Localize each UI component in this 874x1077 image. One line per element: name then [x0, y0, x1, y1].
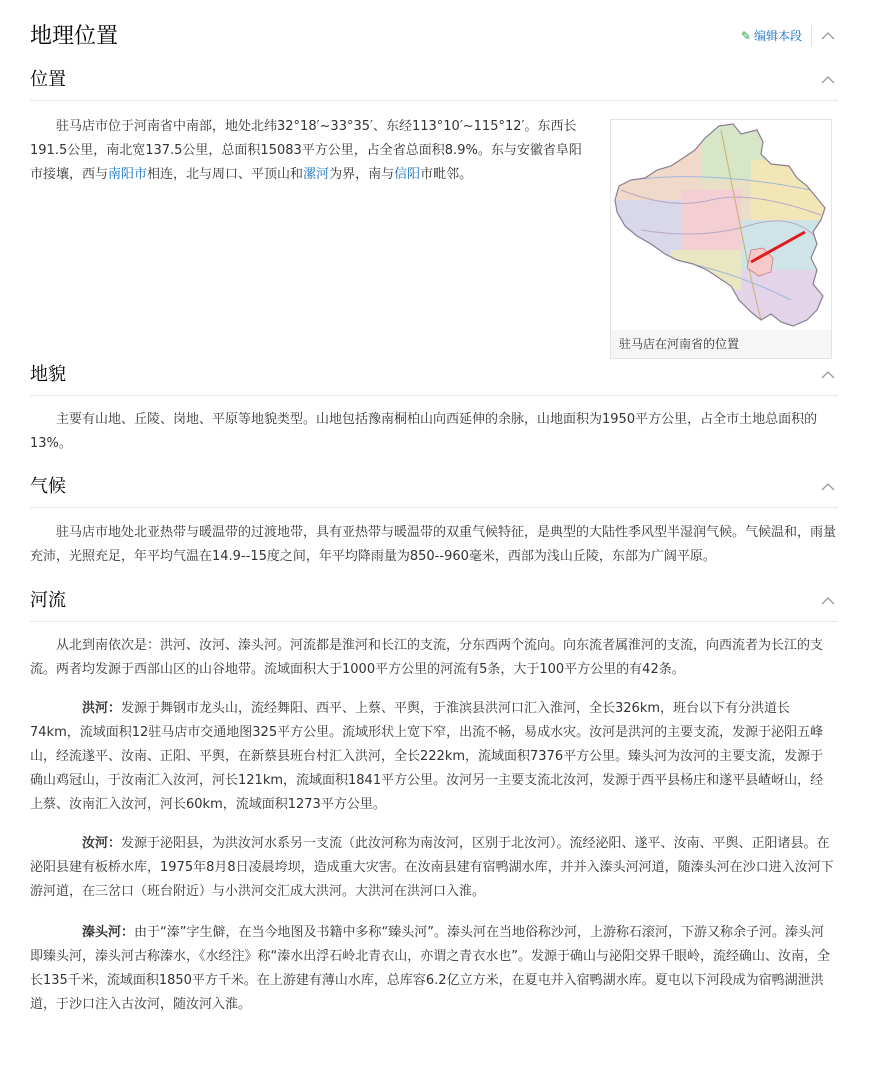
ruhe-text: 发源于泌阳县，为洪汝河水系另一支流（此汝河称为南汝河，区别于北汝河）。流经泌阳、遂平、汝南、平舆、正阳诸县。在泌阳县建有板桥水库，1975年8月8日凌晨垮坝，造成重大灾害。在汝南县建有宿鸭湖水库，并并入溱头河河道，随溱头河在沙口进入汝河下游河道，在三岔口（班台附近）与小洪河交汇成大洪河。大洪河在洪河口入淮。	[30, 836, 834, 899]
section-title-rivers: 河流	[30, 590, 66, 611]
edit-section-label: 编辑本段	[753, 29, 802, 43]
zhentouhe-paragraph	[30, 921, 836, 1017]
chevron-up-icon[interactable]	[820, 72, 836, 88]
link-luohe[interactable]: 漯河	[303, 167, 330, 182]
map-figure[interactable]	[610, 119, 832, 359]
chevron-up-icon[interactable]	[820, 479, 836, 495]
text-segment: 相连，北与周口、平顶山和	[147, 167, 304, 182]
chevron-up-icon[interactable]	[820, 593, 836, 609]
location-paragraph	[30, 115, 586, 187]
link-xinyang[interactable]: 信阳	[394, 167, 421, 182]
climate-paragraph: 驻马店市地处北亚热带与暖温带的过渡地带，具有亚热带与暖温带的双重气候特征，是典型的大陆性季风型半湿润气候。气候温和，雨量充沛，光照充足，年平均气温在14.9--15度之间，年平均降雨量为850--960毫米，西部为浅山丘陵，东部为广阔平原。	[30, 525, 837, 564]
henan-province-map-image	[611, 120, 831, 330]
landform-paragraph: 主要有山地、丘陵、岗地、平原等地貌类型。山地包括豫南桐柏山向西延伸的余脉，山地面积为1950平方公里，占全市土地总面积的13%。	[30, 412, 818, 451]
ruhe-label: 汝河：	[82, 836, 122, 851]
section-header-landform	[30, 359, 838, 396]
main-header	[30, 22, 838, 56]
section-title-landform: 地貌	[30, 364, 66, 385]
rivers-intro-paragraph: 从北到南依次是：洪河、汝河、溱头河。河流都是淮河和长江的支流，分东西两个流向。向东流者属淮河的支流，向西流者为长江的支流。两者均发源于西部山区的山谷地带。流域面积大于1000平方公里的河流有5条，大于100平方公里的有42条。	[30, 638, 824, 677]
section-header-location	[30, 64, 838, 101]
ruhe-paragraph	[30, 832, 836, 904]
text-segment: 驻马店市位于河南省中南部，地处北纬32°18′~33°35′、东经113°10′~115°12′。东西长191.5公里，南北宽137.5公里，总面积15083平方公里，占全省总面积8.9%。东与安徽省阜阳市接壤，西与	[30, 119, 582, 182]
section-header-climate	[30, 471, 838, 508]
section-header-rivers	[30, 585, 838, 622]
map-caption: 驻马店在河南省的位置	[611, 330, 831, 358]
text-segment: 市毗邻。	[420, 167, 473, 182]
chevron-up-icon[interactable]	[820, 28, 836, 44]
pencil-icon: ✎	[740, 29, 751, 43]
link-nanyang[interactable]: 南阳市	[108, 167, 148, 182]
honghe-text: 发源于舞钢市龙头山，流经舞阳、西平、上蔡、平舆，于淮滨县洪河口汇入淮河，全长326km，班台以下有分洪道长74km，流域面积12驻马店市交通地图325平方公里。流域形状上宽下窄，出流不畅，易成水灾。汝河是洪河的主要支流，发源于泌阳五峰山，经流遂平、汝南、正阳、平舆，在新蔡县班台村汇入洪河，全长222km，流域面积7376平方公里。臻头河为汝河的主要支流，发源于确山鸡冠山，于汝南汇入汝河，河长121km，流域面积1841平方公里。汝河另一主要支流北汝河，发源于西平县杨庄和遂平县嵖岈山，经上蔡、汝南汇入汝河，河长60km，流域面积1273平方公里。	[30, 701, 824, 812]
text-segment: 为界，南与	[329, 167, 395, 182]
section-title-location: 位置	[30, 69, 66, 90]
section-title-climate: 气候	[30, 476, 66, 497]
header-divider	[811, 26, 812, 46]
edit-section-button[interactable]	[741, 27, 802, 45]
honghe-paragraph	[30, 697, 836, 817]
zhentouhe-label: 溱头河：	[82, 925, 135, 940]
honghe-label: 洪河：	[82, 701, 122, 716]
page-title: 地理位置	[30, 24, 119, 49]
chevron-up-icon[interactable]	[820, 367, 836, 383]
zhentouhe-text: 由于“溱”字生僻，在当今地图及书籍中多称“臻头河”。溱头河在当地俗称沙河，上游称石滚河，下游又称余子河。溱头河即臻头河，溱头河古称溱水，《水经注》称“溱水出浮石岭北青衣山，亦谓之青衣水也”。发源于确山与泌阳交界千眼岭，流经确山、汝南，全长135千米，流域面积1850平方千米。在上游建有薄山水库，总库容6.2亿立方米，在夏屯并入宿鸭湖水库。夏屯以下河段成为宿鸭湖泄洪道，于沙口注入古汝河，随汝河入淮。	[30, 925, 830, 1012]
